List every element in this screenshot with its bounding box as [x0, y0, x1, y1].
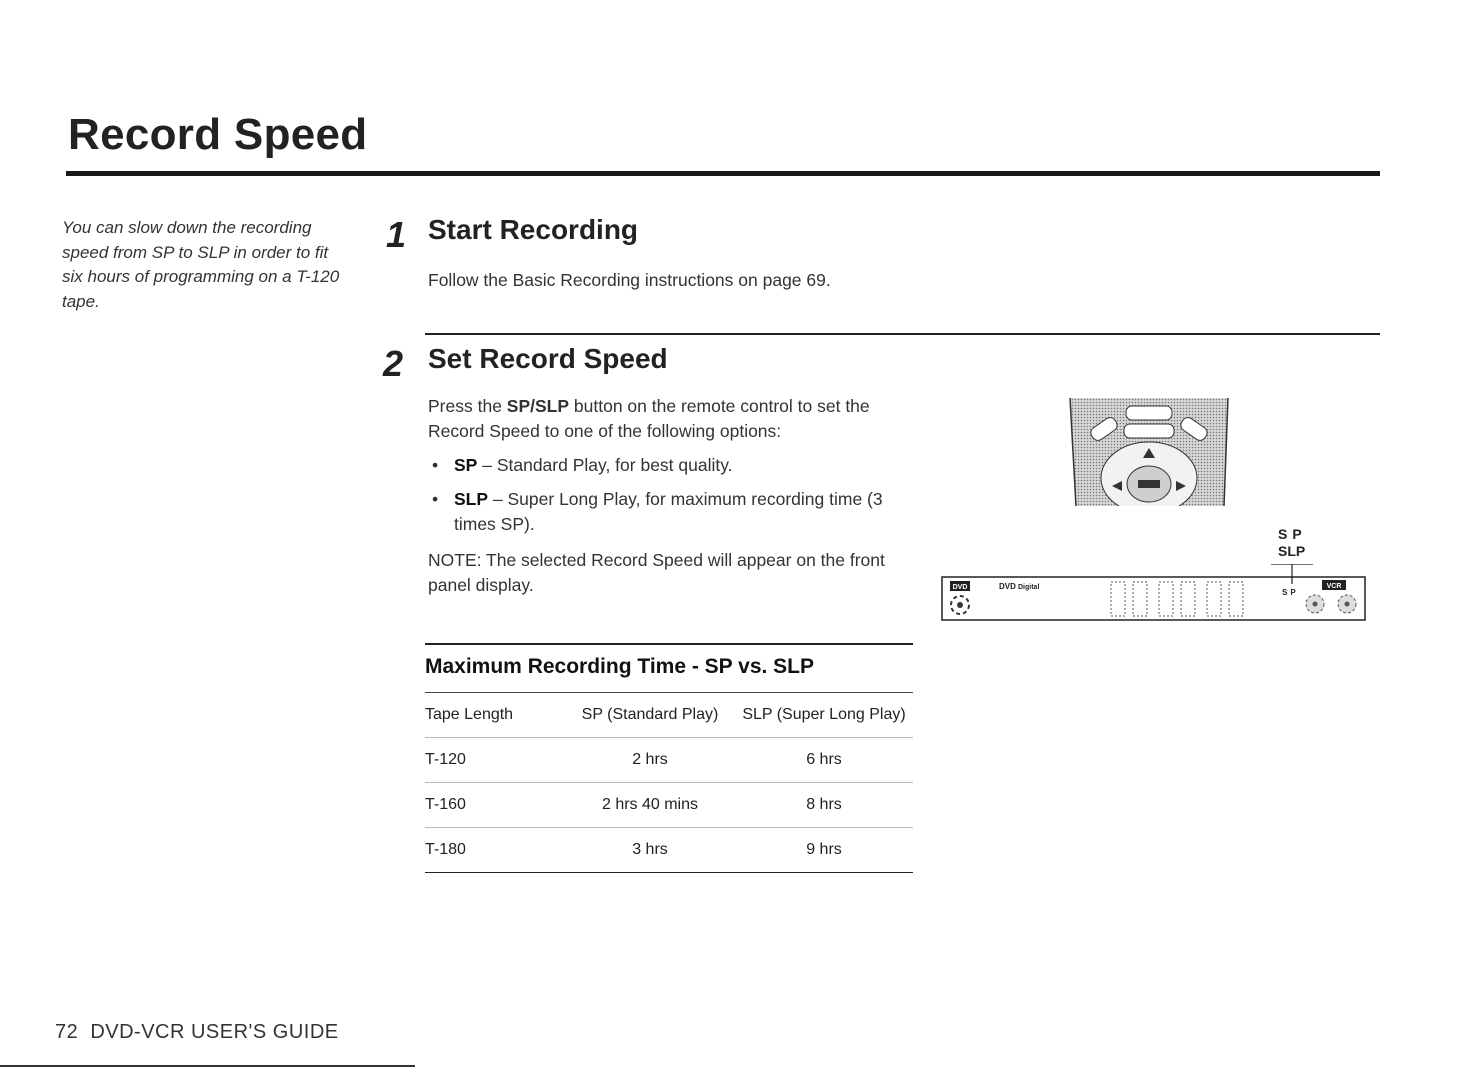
- option-desc: – Standard Play, for best quality.: [477, 455, 733, 475]
- panel-vcr-label: VCR: [1326, 583, 1342, 590]
- intro-text: You can slow down the recording speed from SP to SLP in order to fit six hours of programming on a T-120 tape.: [62, 218, 340, 311]
- recording-time-table: [425, 692, 913, 873]
- sp-time-cell: 3 hrs: [565, 828, 735, 873]
- bullet-icon: •: [432, 489, 439, 509]
- table-top-rule: [425, 643, 913, 645]
- sp-time-cell: 2 hrs 40 mins: [565, 783, 735, 828]
- header-slp: SLP (Super Long Play): [735, 693, 913, 738]
- panel-sp-text: SP: [1282, 588, 1299, 597]
- step-1-number: 1: [386, 214, 407, 255]
- table-row: [425, 783, 913, 828]
- panel-brand-text: DVD: [999, 582, 1016, 591]
- tape-length-cell: T-160: [425, 783, 565, 828]
- step-2-heading: Set Record Speed: [428, 343, 668, 374]
- sp-time-cell: 2 hrs: [565, 738, 735, 783]
- option-slp: [428, 487, 928, 537]
- option-sp: [428, 453, 928, 478]
- step-divider: [425, 333, 1380, 335]
- slp-label: SLP: [1278, 543, 1306, 559]
- panel-digital-text: Digital: [1018, 584, 1040, 591]
- step-1-heading: Start Recording: [428, 214, 639, 245]
- page-number: 72: [55, 1021, 79, 1043]
- slp-time-cell: 6 hrs: [735, 738, 913, 783]
- header-sp: SP (Standard Play): [565, 693, 735, 738]
- reel-icon: [1338, 595, 1356, 613]
- table-row: [425, 828, 913, 873]
- step-2-body: [428, 394, 928, 598]
- header-tape-length: Tape Length: [425, 693, 565, 738]
- footer-rule: [0, 1065, 415, 1067]
- slp-time-cell: 8 hrs: [735, 783, 913, 828]
- front-panel-display: [941, 564, 1366, 621]
- option-code: SLP: [454, 489, 489, 509]
- remote-control-illustration: [1068, 398, 1230, 506]
- step-1-text: Follow the Basic Recording instructions on page 69.: [428, 270, 831, 290]
- tape-length-cell: T-180: [425, 828, 565, 873]
- page-footer: [55, 1021, 339, 1044]
- table-row: [425, 738, 913, 783]
- option-desc: – Super Long Play, for maximum recording time (3 times SP).: [454, 489, 883, 534]
- tape-length-cell: T-120: [425, 738, 565, 783]
- instruction-text-before: Press the: [428, 396, 507, 416]
- bullet-icon: •: [432, 455, 439, 475]
- note-text: NOTE: The selected Record Speed will appear on the front panel display.: [428, 550, 885, 595]
- reel-icon: [1306, 595, 1324, 613]
- option-code: SP: [454, 455, 478, 475]
- title-divider: [66, 171, 1380, 176]
- button-name: SP/SLP: [506, 396, 570, 416]
- slp-time-cell: 9 hrs: [735, 828, 913, 873]
- sp-label: SP: [1278, 526, 1307, 542]
- table-title: Maximum Recording Time - SP vs. SLP: [425, 655, 815, 678]
- instruction-text-after: button on the remote control to set the Record Speed to one of the following options:: [428, 396, 870, 441]
- table-header-row: [425, 693, 913, 738]
- page-title: Record Speed: [68, 110, 368, 159]
- step-2-number: 2: [383, 343, 404, 384]
- guide-title: DVD-VCR USER'S GUIDE: [90, 1021, 339, 1043]
- panel-dvd-label: DVD: [952, 584, 968, 591]
- step-2-instruction: [428, 394, 928, 444]
